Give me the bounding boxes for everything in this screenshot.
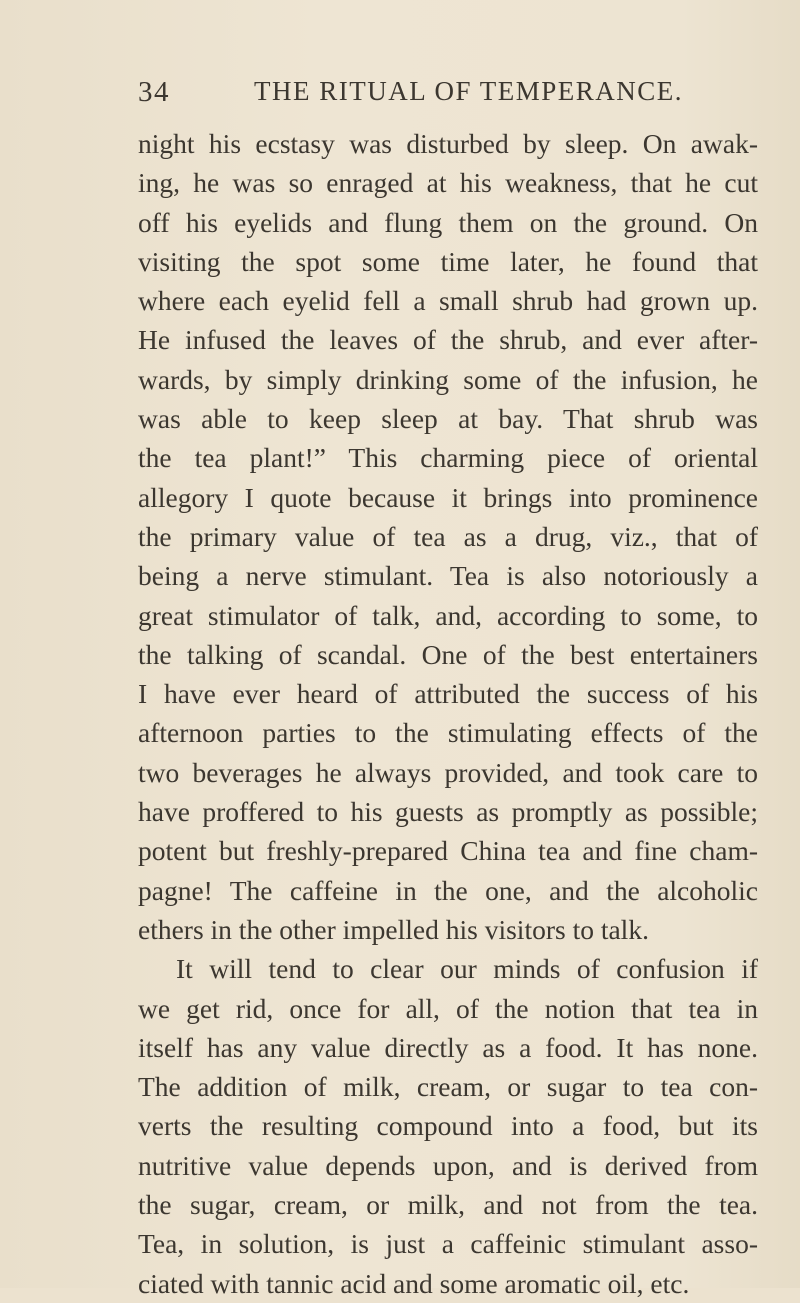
text-line: the sugar, cream, or milk, and not from the tea. (138, 1189, 758, 1221)
text-line: I have ever heard of attributed the success of his (138, 678, 758, 710)
text-line: Tea, in solution, is just a caffeinic stimulant asso- (138, 1228, 758, 1260)
text-line: The addition of milk, cream, or sugar to tea con- (138, 1071, 758, 1103)
text-line: the talking of scandal. One of the best entertainers (138, 638, 758, 670)
text-line: two beverages he always provided, and took care to (138, 756, 758, 788)
text-line: the primary value of tea as a drug, viz., that of (138, 520, 758, 552)
text-line: off his eyelids and flung them on the ground. On (138, 206, 758, 238)
text-line: ciated with tannic acid and some aromatic oil, etc. (138, 1267, 690, 1299)
text-line: verts the resulting compound into a food, but its (138, 1110, 758, 1142)
text-line: potent but freshly-prepared China tea and fine cham- (138, 835, 758, 867)
text-line: was able to keep sleep at bay. That shrub was (138, 403, 758, 435)
text-line: wards, by simply drinking some of the infusion, he (138, 363, 758, 395)
page-header (138, 76, 758, 116)
text-line: ing, he was so enraged at his weakness, that he cut (138, 167, 758, 199)
body-text (138, 124, 758, 1303)
text-line: night his ecstasy was disturbed by sleep. On awak- (138, 128, 758, 159)
text-line: great stimulator of talk, and, according to some, to (138, 599, 758, 631)
text-line: pagne! The caffeine in the one, and the alcoholic (138, 874, 758, 906)
text-line: It will tend to clear our minds of confusion if (176, 953, 758, 985)
text-line: He infused the leaves of the shrub, and ever after- (138, 324, 758, 356)
text-line: allegory I quote because it brings into prominence (138, 481, 758, 513)
text-line: have proffered to his guests as promptly as possible; (138, 796, 758, 828)
text-line: being a nerve stimulant. Tea is also notoriously a (138, 560, 758, 592)
text-line: where each eyelid fell a small shrub had grown up. (138, 285, 758, 317)
text-line: itself has any value directly as a food. It has none. (138, 1031, 758, 1063)
running-title: THE RITUAL OF TEMPERANCE. (254, 76, 683, 106)
text-line: we get rid, once for all, of the notion that tea in (138, 992, 758, 1024)
page-number: 34 (138, 76, 170, 108)
text-line: visiting the spot some time later, he found that (138, 245, 758, 277)
text-line: the tea plant!” This charming piece of oriental (138, 442, 758, 474)
text-line: ethers in the other impelled his visitors to talk. (138, 913, 649, 945)
text-line: nutritive value depends upon, and is derived from (138, 1149, 758, 1181)
text-line: afternoon parties to the stimulating effects of the (138, 717, 758, 749)
